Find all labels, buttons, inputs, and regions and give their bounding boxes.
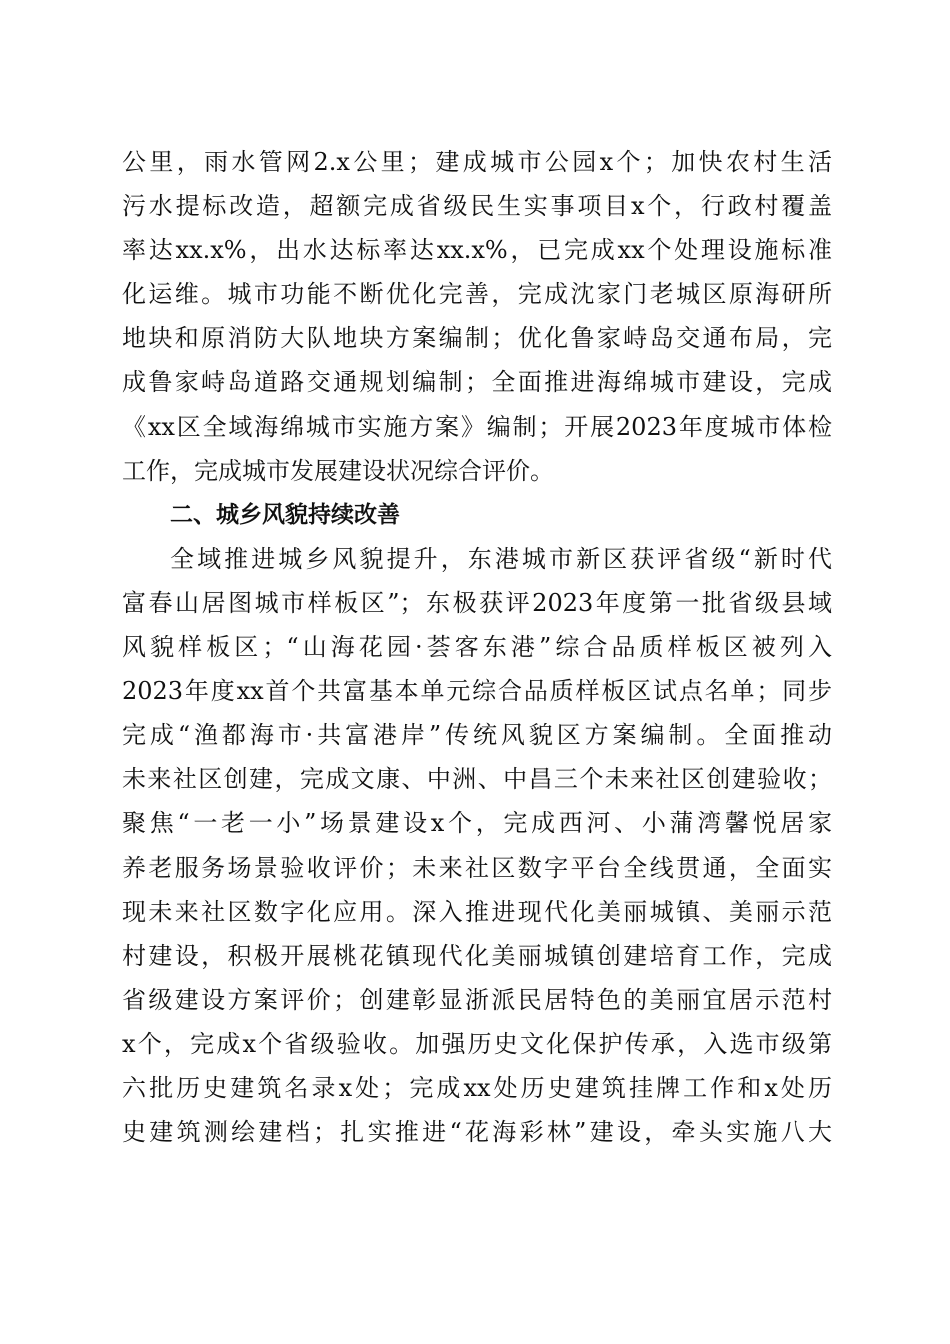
- text-line: 率达xx.x%，出水达标率达xx.x%，已完成xx个处理设施标准: [122, 236, 832, 265]
- text-line: 养老服务场景验收评价；未来社区数字平台全线贯通，全面实: [122, 853, 832, 882]
- text-line: 地块和原消防大队地块方案编制；优化鲁家峙岛交通布局，完: [122, 324, 832, 353]
- text-line: 《xx区全域海绵城市实施方案》编制；开展2023年度城市体检: [122, 412, 832, 441]
- text-line: 2023年度xx首个共富基本单元综合品质样板区试点名单；同步: [122, 677, 832, 706]
- text-line: 聚焦“一老一小”场景建设x个，完成西河、小蒲湾馨悦居家: [122, 809, 832, 838]
- text-line: 省级建设方案评价；创建彰显浙派民居特色的美丽宜居示范村: [122, 985, 832, 1014]
- text-line: 史建筑测绘建档；扎实推进“花海彩林”建设，牵头实施八大: [122, 1118, 832, 1147]
- section-heading: 二、城乡风貌持续改善: [170, 501, 400, 528]
- text-line: 化运维。城市功能不断优化完善，完成沈家门老城区原海研所: [122, 280, 832, 309]
- text-line: 公里，雨水管网2.x公里；建成城市公园x个；加快农村生活: [122, 148, 832, 176]
- text-line: 成鲁家峙岛道路交通规划编制；全面推进海绵城市建设，完成: [122, 368, 832, 397]
- text-line: 完成“渔都海市·共富港岸”传统风貌区方案编制。全面推动: [122, 721, 832, 750]
- text-line: 未来社区创建，完成文康、中洲、中昌三个未来社区创建验收；: [122, 765, 832, 794]
- paragraph-1: [122, 140, 832, 493]
- text-line: 全域推进城乡风貌提升，东港城市新区获评省级“新时代: [170, 544, 832, 573]
- text-line: 六批历史建筑名录x处；完成xx处历史建筑挂牌工作和x处历: [122, 1073, 832, 1102]
- text-line: 村建设，积极开展桃花镇现代化美丽城镇创建培育工作，完成: [122, 941, 832, 970]
- text-line: 富春山居图城市样板区”；东极获评2023年度第一批省级县域: [122, 588, 832, 617]
- text-line: x个，完成x个省级验收。加强历史文化保护传承，入选市级第: [122, 1029, 832, 1058]
- text-line: 风貌样板区；“山海花园·荟客东港”综合品质样板区被列入: [122, 633, 832, 662]
- text-line: 污水提标改造，超额完成省级民生实事项目x个，行政村覆盖: [122, 192, 832, 221]
- document-body: [122, 140, 832, 1154]
- text-line: 现未来社区数字化应用。深入推进现代化美丽城镇、美丽示范: [122, 897, 832, 926]
- paragraph-2: [122, 537, 832, 1154]
- text-line: 工作，完成城市发展建设状况综合评价。: [122, 456, 554, 485]
